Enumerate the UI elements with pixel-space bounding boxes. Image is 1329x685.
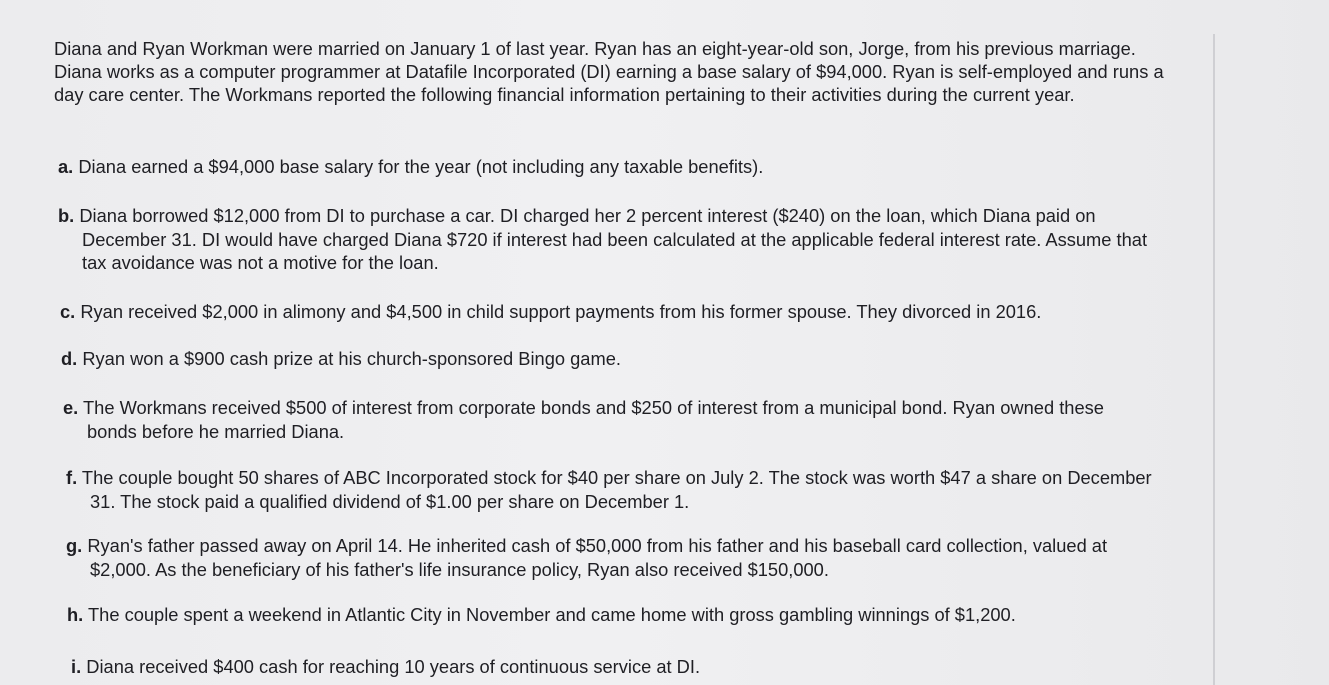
item-letter: e.: [63, 397, 79, 418]
item-text: Diana received $400 cash for reaching 10 years of continuous service at DI.: [86, 656, 701, 677]
list-item-g: [66, 534, 1150, 581]
list-item-b: [58, 204, 1162, 275]
item-letter: g.: [66, 535, 83, 556]
item-letter: h.: [67, 604, 84, 625]
item-letter: a.: [58, 156, 74, 177]
item-text: Diana borrowed $12,000 from DI to purchase a car. DI charged her 2 percent interest ($240) on the loan, which Diana paid on December 31. DI would have charged Diana $720 if interest had been calculated at the applicable federal interest rate. Assume that tax avoidance was not a motive for the loan.: [79, 205, 1148, 273]
list-item-f: [66, 466, 1175, 513]
list-item-i: [71, 655, 1175, 679]
item-text: The couple spent a weekend in Atlantic City in November and came home with gross gambling winnings of $1,200.: [88, 604, 1016, 625]
item-text: Ryan received $2,000 in alimony and $4,500 in child support payments from his former spouse. They divorced in 2016.: [80, 301, 1042, 322]
list-item-c: [60, 300, 1179, 324]
item-text: Ryan won a $900 cash prize at his church-sponsored Bingo game.: [82, 348, 621, 369]
item-text: The couple bought 50 shares of ABC Incorporated stock for $40 per share on July 2. The stock was worth $47 a share on December 31. The stock paid a qualified dividend of $1.00 per share on December 1.: [81, 467, 1152, 512]
item-letter: c.: [60, 301, 76, 322]
item-letter: d.: [61, 348, 78, 369]
list-item-a: [58, 155, 1162, 179]
list-item-d: [61, 347, 1165, 371]
item-text: Ryan's father passed away on April 14. He inherited cash of $50,000 from his father and his baseball card collection, valued at $2,000. As the beneficiary of his father's life insurance policy, Ryan also received $150,000.: [87, 535, 1108, 580]
list-item-e: [63, 396, 1137, 443]
item-letter: b.: [58, 205, 75, 226]
list-item-h: [67, 603, 1171, 627]
item-text: The Workmans received $500 of interest from corporate bonds and $250 of interest from a municipal bond. Ryan owned these bonds before he married Diana.: [83, 397, 1104, 442]
problem-intro: Diana and Ryan Workman were married on January 1 of last year. Ryan has an eight-year-old son, Jorge, from his previous marriage. Diana works as a computer programmer at Datafile Incorporated (DI) earning a base salary of $94,000. Ryan is self-employed and runs a day care center. The Workmans reported the following financial information pertaining to their activities during the current year.: [54, 38, 1164, 105]
item-text: Diana earned a $94,000 base salary for the year (not including any taxable benefits).: [78, 156, 764, 177]
page-edge-divider: [1213, 34, 1215, 685]
item-letter: i.: [71, 656, 82, 677]
item-letter: f.: [66, 467, 78, 488]
